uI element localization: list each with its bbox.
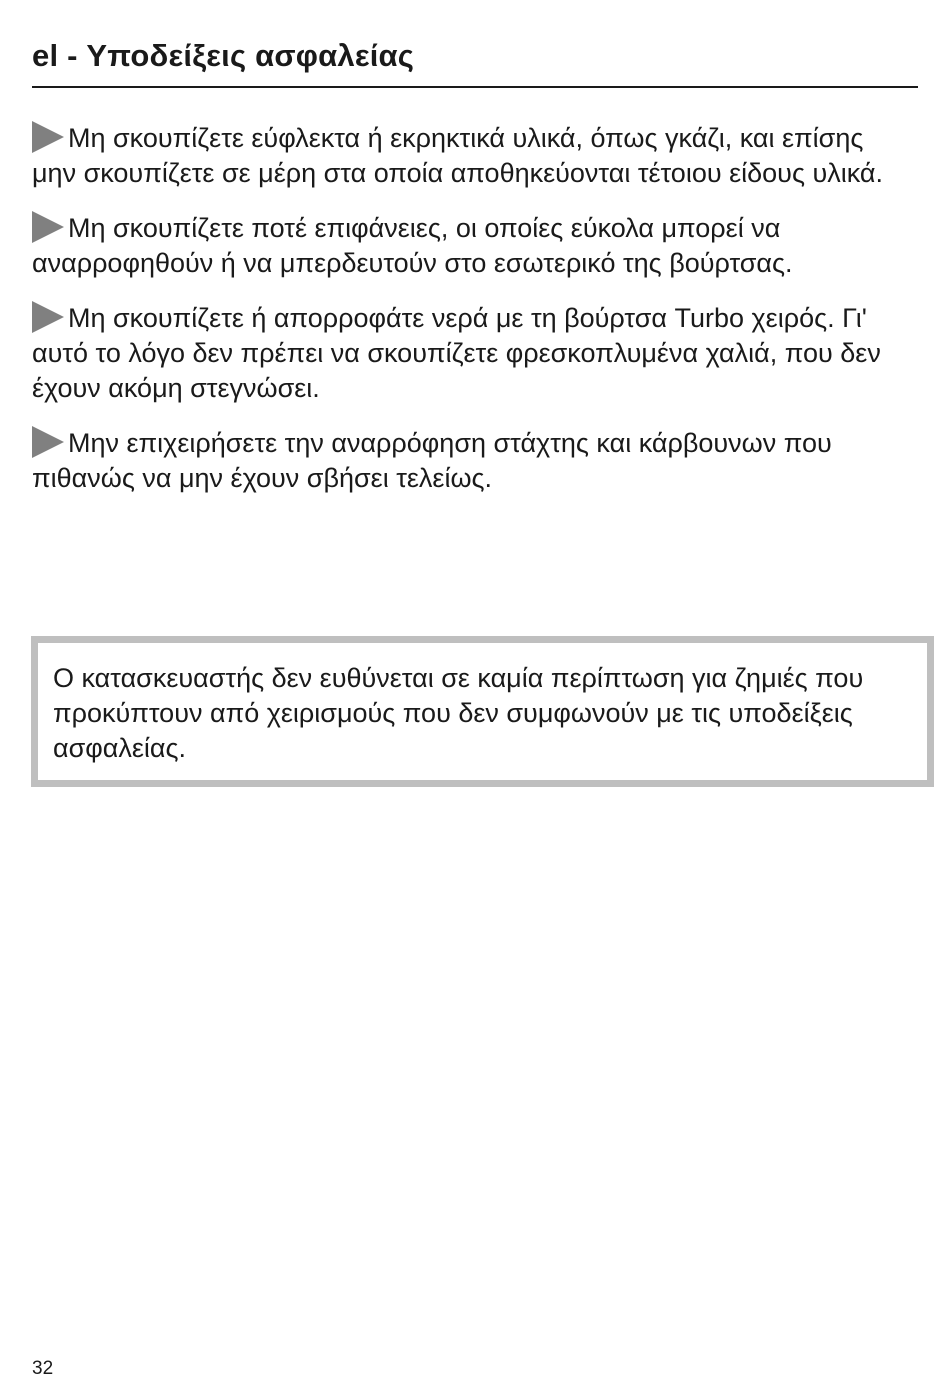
notice-text: Ο κατασκευαστής δεν ευθύνεται σε καμία περίπτωση για ζημιές που προκύπτουν από χειρισμούς που δεν συμφωνούν με τις υποδείξεις ασφαλείας. bbox=[53, 663, 864, 763]
page-header bbox=[32, 36, 918, 88]
warnings-list bbox=[32, 121, 912, 516]
page-title: el - Υποδείξεις ασφαλείας bbox=[32, 38, 415, 73]
page-number: 32 bbox=[32, 1358, 54, 1379]
warning-item bbox=[32, 301, 912, 406]
warning-triangle-icon bbox=[32, 121, 64, 153]
warning-text: Μην επιχειρήσετε την αναρρόφηση στάχτης και κάρβουνων που πιθανώς να μην έχουν σβήσει τελείως. bbox=[32, 428, 832, 493]
notice-box bbox=[31, 636, 934, 787]
warning-text: Μη σκουπίζετε εύφλεκτα ή εκρηκτικά υλικά, όπως γκάζι, και επίσης μην σκουπίζετε σε μέρη στα οποία αποθηκεύονται τέτοιου είδους υλικά. bbox=[32, 123, 884, 188]
warning-item bbox=[32, 211, 912, 281]
warning-text: Μη σκουπίζετε ποτέ επιφάνειες, οι οποίες εύκολα μπορεί να αναρροφηθούν ή να μπερδευτούν στο εσωτερικό της βούρτσας. bbox=[32, 213, 793, 278]
warning-triangle-icon bbox=[32, 301, 64, 333]
warning-triangle-icon bbox=[32, 426, 64, 458]
warning-item bbox=[32, 426, 912, 496]
warning-item bbox=[32, 121, 912, 191]
warning-triangle-icon bbox=[32, 211, 64, 243]
warning-text: Μη σκουπίζετε ή απορροφάτε νερά με τη βούρτσα Turbo χειρός. Γι' αυτό το λόγο δεν πρέπει να σκουπίζετε φρεσκοπλυμένα χαλιά, που δεν έχουν ακόμη στεγνώσει. bbox=[32, 303, 881, 403]
